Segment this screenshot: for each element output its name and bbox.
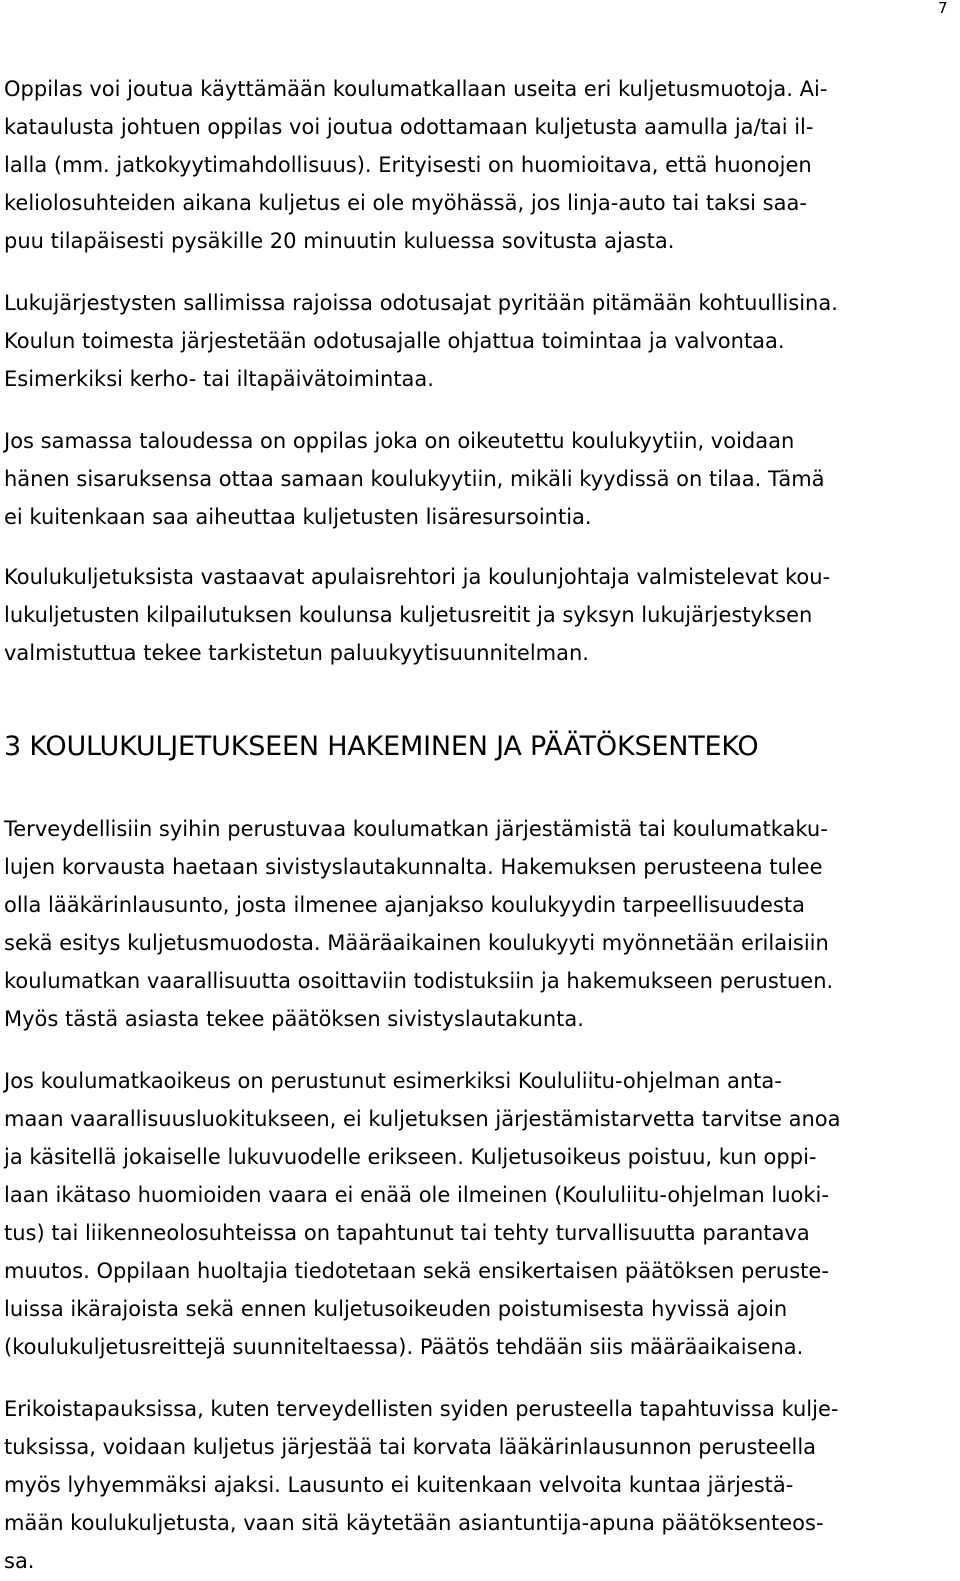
text-line: tuksissa, voidaan kuljetus järjestää tai korvata lääkärinlausunnon perusteella [4,1435,817,1459]
text-line: lukuljetusten kilpailutuksen koulunsa kuljetusreitit ja syksyn lukujärjestyksen [4,603,813,627]
text-line: tus) tai liikenneolosuhteissa on tapahtunut tai tehty turvallisuutta parantava [4,1221,810,1245]
section-heading: 3 KOULUKULJETUKSEEN HAKEMINEN JA PÄÄTÖKSENTEKO [4,731,759,762]
text-line: myös lyhyemmäksi ajaksi. Lausunto ei kuitenkaan velvoita kuntaa järjestä- [4,1473,794,1497]
text-line: Koulukuljetuksista vastaavat apulaisrehtori ja koulunjohtaja valmistelevat kou- [4,565,831,589]
text-line: ei kuitenkaan saa aiheuttaa kuljetusten lisäresursointia. [4,505,592,529]
text-line: laan ikätaso huomioiden vaara ei enää ole ilmeinen (Koululiitu-ohjelman luoki- [4,1183,829,1207]
text-line: Koulun toimesta järjestetään odotusajalle ohjattua toimintaa ja valvontaa. [4,329,785,353]
text-line: luissa ikärajoista sekä ennen kuljetusoikeuden poistumisesta hyvissä ajoin [4,1297,788,1321]
text-line: valmistuttua tekee tarkistetun paluukyytisuunnitelman. [4,641,589,665]
text-line: olla lääkärinlausunto, josta ilmenee ajanjakso koulukyydin tarpeellisuudesta [4,893,805,917]
text-line: lujen korvausta haetaan sivistyslautakunnalta. Hakemuksen perusteena tulee [4,855,823,879]
text-line: sekä esitys kuljetusmuodosta. Määräaikainen koulukyyti myönnetään erilaisiin [4,931,829,955]
text-line: Erikoistapauksissa, kuten terveydellisten syiden perusteella tapahtuvissa kulje- [4,1397,839,1421]
text-line: Terveydellisiin syihin perustuvaa koulumatkan järjestämistä tai koulumatkaku- [4,817,828,841]
text-line: Jos koulumatkaoikeus on perustunut esimerkiksi Koululiitu-ohjelman anta- [4,1069,782,1093]
text-line: koulumatkan vaarallisuutta osoittaviin todistuksiin ja hakemukseen perustuen. [4,969,834,993]
text-line: Esimerkiksi kerho- tai iltapäivätoimintaa. [4,367,434,391]
text-line: lalla (mm. jatkokyytimahdollisuus). Erityisesti on huomioitava, että huonojen [4,153,812,177]
text-line: (koulukuljetusreittejä suunniteltaessa). Päätös tehdään siis määräaikaisena. [4,1335,804,1359]
text-line: puu tilapäisesti pysäkille 20 minuutin kuluessa sovitusta ajasta. [4,229,675,253]
text-line: kataulusta johtuen oppilas voi joutua odottamaan kuljetusta aamulla ja/tai il- [4,115,814,139]
text-line: mään koulukuljetusta, vaan sitä käytetään asiantuntija-apuna päätöksenteos- [4,1511,824,1535]
text-line: Jos samassa taloudessa on oppilas joka on oikeutettu koulukyytiin, voidaan [4,429,795,453]
text-line: Lukujärjestysten sallimissa rajoissa odotusajat pyritään pitämään kohtuullisina. [4,291,838,315]
page-number: 7 [938,0,948,17]
text-line: Oppilas voi joutua käyttämään koulumatkallaan useita eri kuljetusmuotoja. Ai- [4,77,828,101]
text-line: hänen sisaruksensa ottaa samaan koulukyytiin, mikäli kyydissä on tilaa. Tämä [4,467,825,491]
text-line: muutos. Oppilaan huoltajia tiedotetaan sekä ensikertaisen päätöksen peruste- [4,1259,829,1283]
text-line: ja käsitellä jokaiselle lukuvuodelle erikseen. Kuljetusoikeus poistuu, kun oppi- [4,1145,817,1169]
text-line: keliolosuhteiden aikana kuljetus ei ole myöhässä, jos linja-auto tai taksi saa- [4,191,807,215]
text-line: Myös tästä asiasta tekee päätöksen sivistyslautakunta. [4,1007,584,1031]
text-line: maan vaarallisuusluokitukseen, ei kuljetuksen järjestämistarvetta tarvitse anoa [4,1107,841,1131]
text-line: sa. [4,1549,35,1573]
